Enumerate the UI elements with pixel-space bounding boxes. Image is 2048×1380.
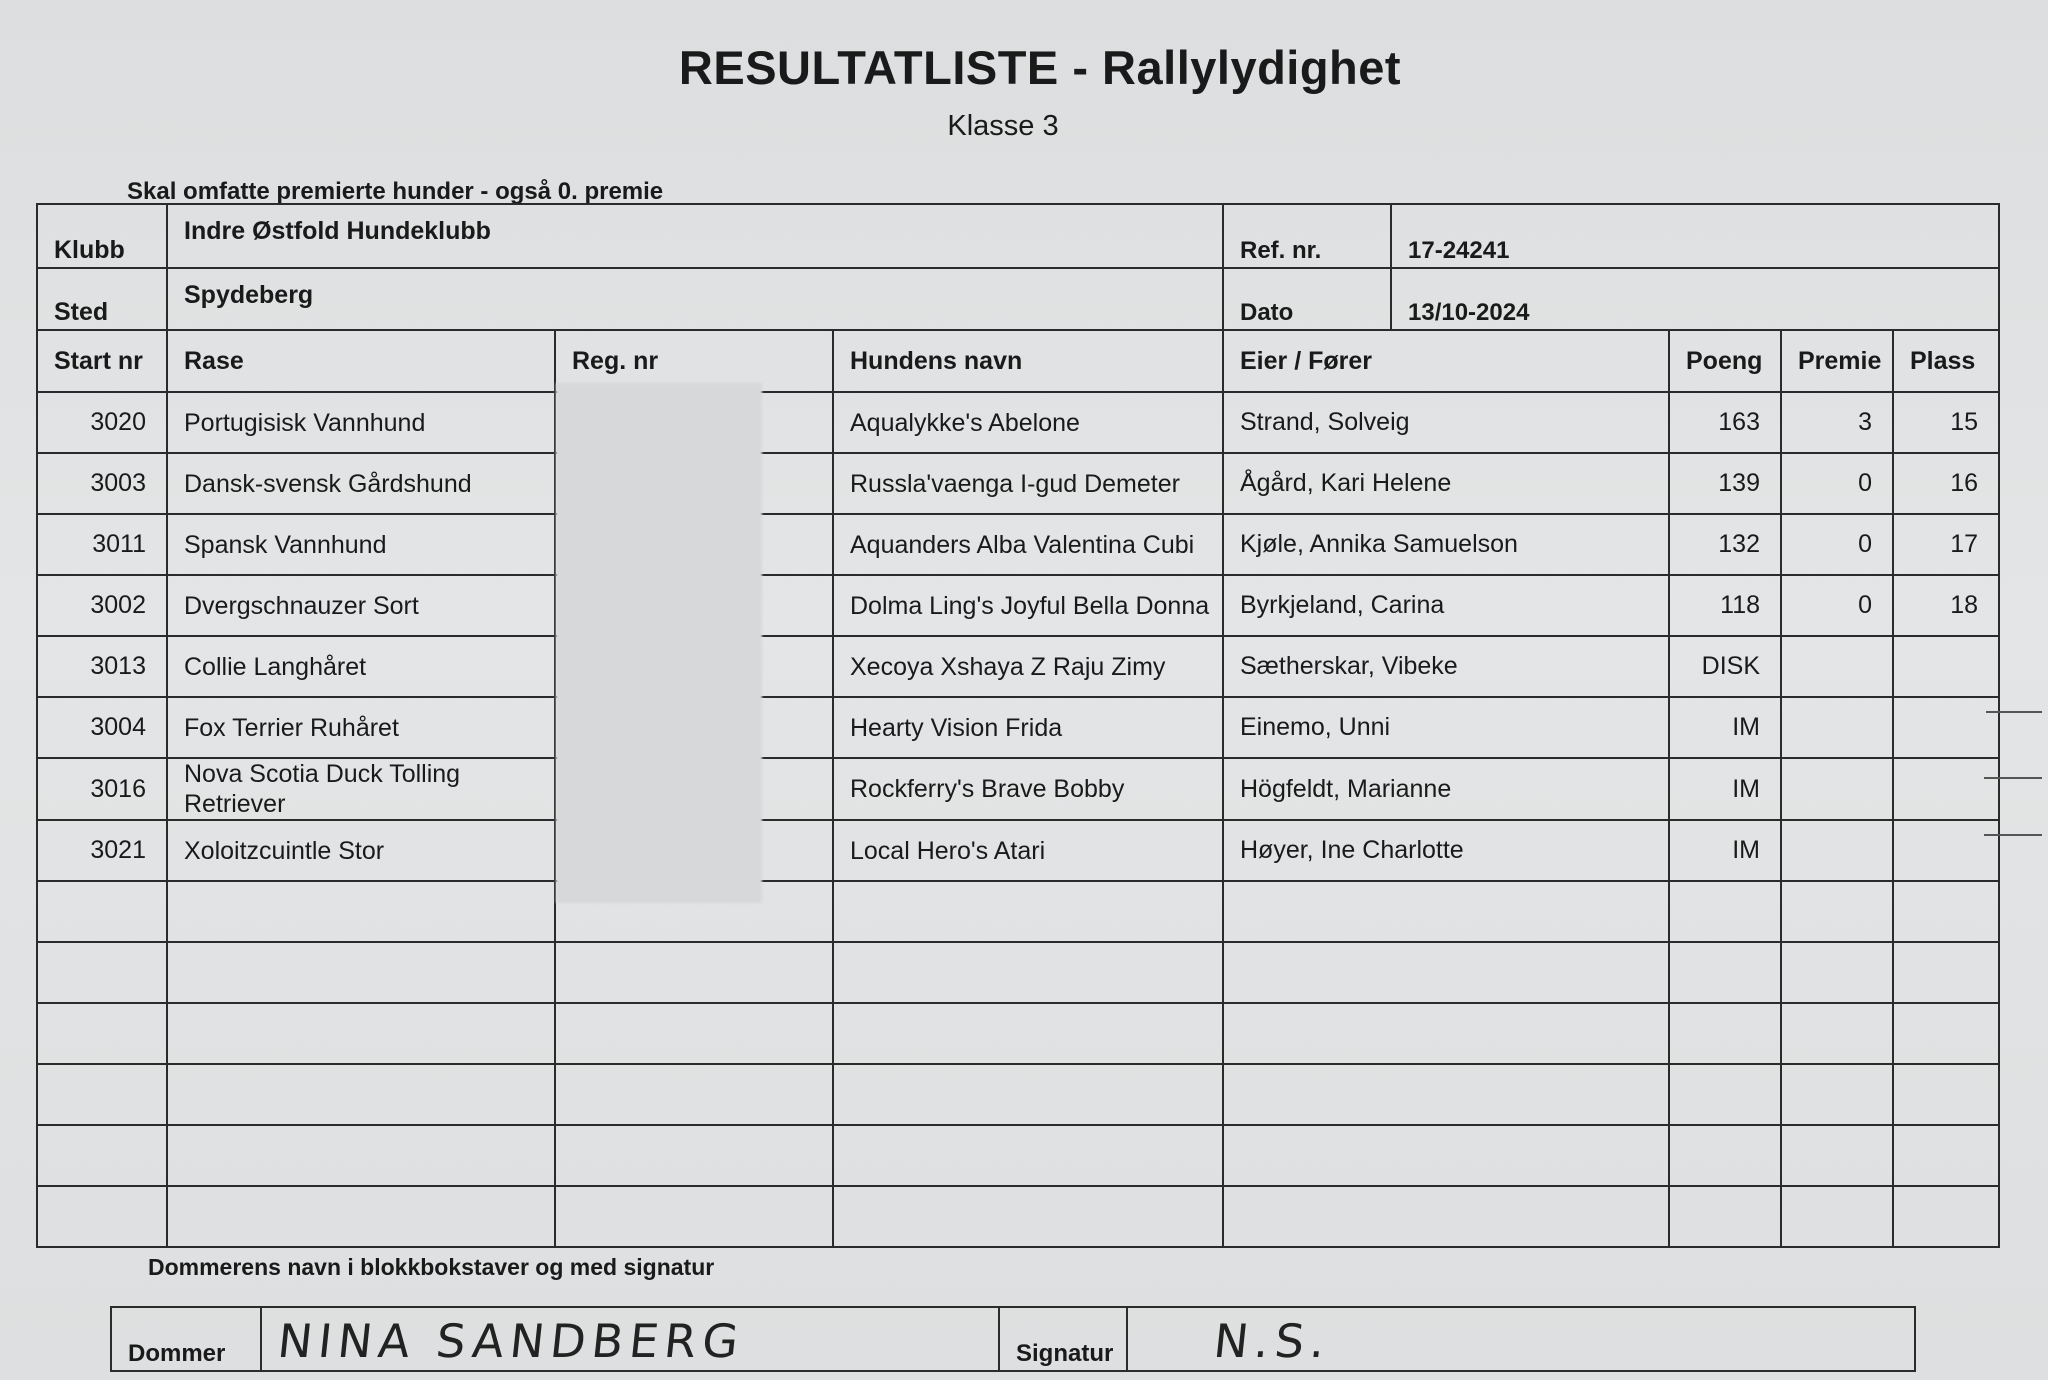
empty-cell <box>1781 1186 1893 1247</box>
cell-start-nr: 3013 <box>37 636 167 697</box>
cell-plass <box>1893 636 1999 697</box>
cell-start-nr: 3003 <box>37 453 167 514</box>
cell-rase: Nova Scotia Duck Tolling Retriever <box>167 758 555 820</box>
empty-cell <box>1781 942 1893 1003</box>
cell-premie <box>1781 758 1893 820</box>
empty-cell <box>555 1186 833 1247</box>
empty-cell <box>1781 881 1893 942</box>
col-eier-forer: Eier / Fører <box>1223 330 1669 392</box>
empty-cell <box>1781 1003 1893 1064</box>
cell-plass: 17 <box>1893 514 1999 575</box>
cell-plass <box>1893 758 1999 820</box>
ref-label: Ref. nr. <box>1224 205 1391 267</box>
cell-eier: Sætherskar, Vibeke <box>1223 636 1669 697</box>
empty-row <box>37 942 1999 1003</box>
empty-cell <box>1893 1064 1999 1125</box>
cell-eier: Ågård, Kari Helene <box>1223 453 1669 514</box>
empty-cell <box>1893 1125 1999 1186</box>
col-start-nr: Start nr <box>37 330 167 392</box>
cell-start-nr: 3011 <box>37 514 167 575</box>
empty-cell <box>1223 1064 1669 1125</box>
empty-cell <box>167 1064 555 1125</box>
table-row <box>37 758 1999 820</box>
cell-eier: Kjøle, Annika Samuelson <box>1223 514 1669 575</box>
cell-plass: 15 <box>1893 392 1999 453</box>
table-row <box>37 514 1999 575</box>
empty-cell <box>833 1125 1223 1186</box>
empty-cell <box>37 1125 167 1186</box>
table-row <box>37 453 1999 514</box>
empty-cell <box>167 1125 555 1186</box>
empty-row <box>37 1186 1999 1247</box>
page-subtitle: Klasse 3 <box>947 110 1059 142</box>
col-rase: Rase <box>167 330 555 392</box>
empty-cell <box>555 942 833 1003</box>
info-row-sted <box>37 268 1999 330</box>
cell-eier: Strand, Solveig <box>1223 392 1669 453</box>
empty-cell <box>37 942 167 1003</box>
cell-hundens-navn: Aquanders Alba Valentina Cubi <box>833 514 1223 575</box>
redacted-reg-nr <box>556 383 762 903</box>
empty-cell <box>833 1064 1223 1125</box>
cell-premie: 3 <box>1781 392 1893 453</box>
cell-hundens-navn: Dolma Ling's Joyful Bella Donna <box>833 575 1223 636</box>
dato-value: 13/10-2024 <box>1408 299 1530 326</box>
cell-premie: 0 <box>1781 575 1893 636</box>
cell-premie: 0 <box>1781 453 1893 514</box>
cell-hundens-navn: Russla'vaenga I-gud Demeter <box>833 453 1223 514</box>
cell-poeng: IM <box>1669 697 1781 758</box>
column-header-row <box>37 330 1999 392</box>
empty-row <box>37 1064 1999 1125</box>
cell-poeng: 163 <box>1669 392 1781 453</box>
empty-cell <box>1781 1125 1893 1186</box>
empty-cell <box>167 1186 555 1247</box>
empty-cell <box>1669 1064 1781 1125</box>
empty-cell <box>833 1003 1223 1064</box>
signature-table <box>110 1306 1916 1372</box>
cell-plass <box>1893 820 1999 881</box>
empty-cell <box>167 881 555 942</box>
signatur-label: Signatur <box>999 1307 1127 1371</box>
sted-value: Spydeberg <box>167 268 1223 330</box>
col-poeng: Poeng <box>1669 330 1781 392</box>
cell-hundens-navn: Xecoya Xshaya Z Raju Zimy <box>833 636 1223 697</box>
empty-cell <box>1893 1186 1999 1247</box>
empty-row <box>37 881 1999 942</box>
cell-rase: Xoloitzcuintle Stor <box>167 820 555 881</box>
dommer-name <box>261 1307 999 1371</box>
table-row <box>37 820 1999 881</box>
klubb-value: Indre Østfold Hundeklubb <box>167 204 1223 268</box>
cell-eier: Högfeldt, Marianne <box>1223 758 1669 820</box>
cell-rase: Fox Terrier Ruhåret <box>167 697 555 758</box>
empty-cell <box>37 1064 167 1125</box>
cell-poeng: 118 <box>1669 575 1781 636</box>
table-row <box>37 392 1999 453</box>
cell-hundens-navn: Local Hero's Atari <box>833 820 1223 881</box>
empty-cell <box>1669 1003 1781 1064</box>
judge-name-handwritten: NINA SANDBERG <box>275 1314 747 1368</box>
cell-poeng: 139 <box>1669 453 1781 514</box>
cell-hundens-navn: Aqualykke's Abelone <box>833 392 1223 453</box>
judge-signature: N.S. <box>1211 1314 1334 1368</box>
cell-rase: Dansk-svensk Gårdshund <box>167 453 555 514</box>
cell-eier: Einemo, Unni <box>1223 697 1669 758</box>
empty-cell <box>1893 1003 1999 1064</box>
col-premie: Premie <box>1781 330 1893 392</box>
cell-start-nr: 3002 <box>37 575 167 636</box>
empty-cell <box>1669 1186 1781 1247</box>
cell-rase: Collie Langhåret <box>167 636 555 697</box>
empty-cell <box>833 881 1223 942</box>
empty-row <box>37 1125 1999 1186</box>
margin-mark <box>1986 711 2042 713</box>
empty-cell <box>1893 942 1999 1003</box>
empty-cell <box>1223 1125 1669 1186</box>
empty-cell <box>833 942 1223 1003</box>
judge-instruction: Dommerens navn i blokkbokstaver og med signatur <box>148 1254 715 1280</box>
empty-cell <box>1669 881 1781 942</box>
table-row <box>37 575 1999 636</box>
table-row <box>37 697 1999 758</box>
empty-cell <box>1223 1003 1669 1064</box>
cell-hundens-navn: Rockferry's Brave Bobby <box>833 758 1223 820</box>
empty-cell <box>37 881 167 942</box>
margin-mark <box>1984 777 2042 779</box>
cell-rase: Portugisisk Vannhund <box>167 392 555 453</box>
empty-cell <box>555 1125 833 1186</box>
cell-poeng: DISK <box>1669 636 1781 697</box>
page-title: RESULTATLISTE - Rallylydighet <box>678 41 1402 94</box>
col-reg-nr: Reg. nr <box>555 330 833 392</box>
empty-cell <box>1893 881 1999 942</box>
cell-start-nr: 3020 <box>37 392 167 453</box>
empty-cell <box>37 1003 167 1064</box>
col-plass: Plass <box>1893 330 1999 392</box>
cell-start-nr: 3021 <box>37 820 167 881</box>
empty-cell <box>833 1186 1223 1247</box>
empty-row <box>37 1003 1999 1064</box>
cell-start-nr: 3016 <box>37 758 167 820</box>
empty-cell <box>1223 881 1669 942</box>
signatur-value <box>1127 1307 1915 1371</box>
ref-value: 17-24241 <box>1408 237 1510 264</box>
cell-hundens-navn: Hearty Vision Frida <box>833 697 1223 758</box>
cell-premie: 0 <box>1781 514 1893 575</box>
cell-rase: Dvergschnauzer Sort <box>167 575 555 636</box>
empty-cell <box>1223 1186 1669 1247</box>
table-row <box>37 636 1999 697</box>
sted-label: Sted <box>37 268 167 330</box>
empty-cell <box>1669 1125 1781 1186</box>
cell-poeng: 132 <box>1669 514 1781 575</box>
dommer-label: Dommer <box>111 1307 261 1371</box>
margin-mark <box>1984 834 2042 836</box>
empty-cell <box>555 1003 833 1064</box>
cell-plass <box>1893 697 1999 758</box>
instruction-note: Skal omfatte premierte hunder - også 0. premie <box>127 178 664 205</box>
cell-rase: Spansk Vannhund <box>167 514 555 575</box>
empty-cell <box>167 942 555 1003</box>
empty-cell <box>167 1003 555 1064</box>
cell-plass: 18 <box>1893 575 1999 636</box>
empty-cell <box>1781 1064 1893 1125</box>
empty-cell <box>37 1186 167 1247</box>
cell-premie <box>1781 636 1893 697</box>
cell-premie <box>1781 820 1893 881</box>
results-table <box>36 203 2000 1248</box>
klubb-label: Klubb <box>37 204 167 268</box>
cell-start-nr: 3004 <box>37 697 167 758</box>
cell-poeng: IM <box>1669 820 1781 881</box>
cell-poeng: IM <box>1669 758 1781 820</box>
cell-eier: Høyer, Ine Charlotte <box>1223 820 1669 881</box>
dato-label: Dato <box>1224 269 1391 329</box>
cell-plass: 16 <box>1893 453 1999 514</box>
empty-cell <box>1223 942 1669 1003</box>
cell-eier: Byrkjeland, Carina <box>1223 575 1669 636</box>
empty-cell <box>1669 942 1781 1003</box>
empty-cell <box>555 1064 833 1125</box>
info-row-klubb <box>37 204 1999 268</box>
cell-premie <box>1781 697 1893 758</box>
col-hundens-navn: Hundens navn <box>833 330 1223 392</box>
